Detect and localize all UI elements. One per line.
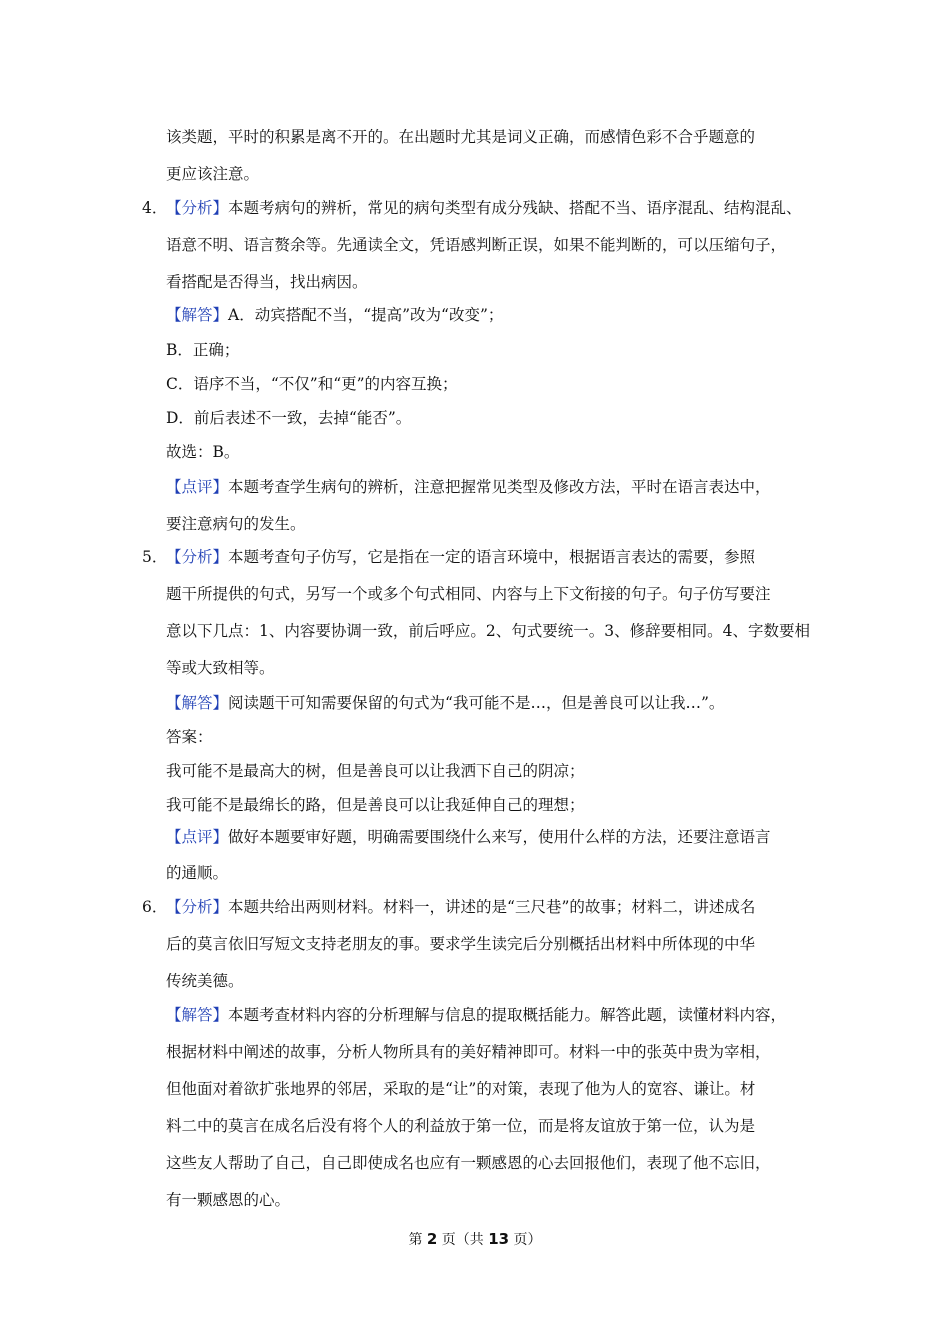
comment-text: 做好本题要审好题，明确需要围绕什么来写，使用什么样的方法，还要注意语言 bbox=[228, 828, 771, 846]
q5-analysis-line: 意以下几点：1、内容要协调一致，前后呼应。2、句式要统一。3、修辞要相同。4、字数要相 bbox=[166, 622, 810, 640]
question-number: 4． bbox=[142, 199, 168, 217]
total-pages: 13 bbox=[488, 1230, 510, 1248]
q5-answer-line: 我可能不是最高大的树，但是善良可以让我洒下自己的阴凉； bbox=[166, 762, 585, 780]
q5-comment-line: 的通顺。 bbox=[166, 864, 229, 882]
q4-answer-line: C．语序不当，“不仅”和“更”的内容互换； bbox=[166, 375, 458, 393]
answer-tag: 【解答】 bbox=[166, 306, 229, 324]
q6-answer-line: 根据材料中阐述的故事，分析人物所具有的美好精神即可。材料一中的张英中贵为宰相， bbox=[166, 1043, 771, 1061]
footer-middle: 页（共 bbox=[437, 1232, 489, 1248]
q6-analysis-line: 传统美德。 bbox=[166, 972, 244, 990]
q5-analysis-line: 等或大致相等。 bbox=[166, 659, 275, 677]
comment-text: 本题考查学生病句的辨析，注意把握常见类型及修改方法，平时在语言表达中， bbox=[228, 478, 771, 496]
q5-analysis-line bbox=[166, 546, 816, 568]
q5-answer-line: 我可能不是最绵长的路，但是善良可以让我延伸自己的理想； bbox=[166, 796, 585, 814]
q6-answer-line: 这些友人帮助了自己，自己即使成名也应有一颗感恩的心去回报他们，表现了他不忘旧， bbox=[166, 1154, 771, 1172]
q6-analysis-line: 后的莫言依旧写短文支持老朋友的事。要求学生读完后分别概括出材料中所体现的中华 bbox=[166, 935, 756, 953]
intro-line: 更应该注意。 bbox=[166, 165, 260, 183]
q4-answer-line: B．正确； bbox=[166, 341, 240, 359]
q4-answer-line: D．前后表述不一致，去掉“能否”。 bbox=[166, 409, 412, 427]
q4-analysis-line bbox=[166, 197, 816, 219]
q6-answer-line: 料二中的莫言在成名后没有将个人的利益放于第一位，而是将友谊放于第一位，认为是 bbox=[166, 1117, 756, 1135]
q4-comment-line: 要注意病句的发生。 bbox=[166, 515, 306, 533]
answer-text: 阅读题干可知需要保留的句式为“我可能不是…，但是善良可以让我…”。 bbox=[228, 694, 725, 712]
comment-tag: 【点评】 bbox=[166, 478, 229, 496]
page-number: 2 bbox=[426, 1230, 438, 1248]
analysis-tag: 【分析】 bbox=[166, 898, 229, 916]
q5-comment-line bbox=[166, 826, 816, 848]
analysis-tag: 【分析】 bbox=[166, 548, 229, 566]
answer-text: 本题考查材料内容的分析理解与信息的提取概括能力。解答此题，读懂材料内容， bbox=[228, 1006, 787, 1024]
q4-analysis-line: 语意不明、语言赘余等。先通读全文，凭语感判断正误，如果不能判断的，可以压缩句子， bbox=[166, 236, 787, 254]
intro-line: 该类题，平时的积累是离不开的。在出题时尤其是词义正确，而感情色彩不合乎题意的 bbox=[166, 128, 756, 146]
q4-comment-line bbox=[166, 476, 816, 498]
q5-answer-line bbox=[166, 692, 816, 714]
analysis-text: 本题考病句的辨析，常见的病句类型有成分残缺、搭配不当、语序混乱、结构混乱、 bbox=[228, 199, 802, 217]
analysis-tag: 【分析】 bbox=[166, 199, 229, 217]
footer-suffix: 页） bbox=[509, 1232, 542, 1248]
answer-text: A．动宾搭配不当，“提高”改为“改变”； bbox=[228, 306, 504, 324]
q6-answer-line: 但他面对着欲扩张地界的邻居，采取的是“让”的对策，表现了他为人的宽容、谦让。材 bbox=[166, 1080, 756, 1098]
analysis-text: 本题考查句子仿写，它是指在一定的语言环境中，根据语言表达的需要，参照 bbox=[228, 548, 756, 566]
page-footer bbox=[0, 1228, 950, 1251]
q4-analysis-line: 看搭配是否得当，找出病因。 bbox=[166, 273, 368, 291]
answer-tag: 【解答】 bbox=[166, 694, 229, 712]
q5-analysis-line: 题干所提供的句式，另写一个或多个句式相同、内容与上下文衔接的句子。句子仿写要注 bbox=[166, 585, 771, 603]
q5-answer-line: 答案： bbox=[166, 728, 213, 746]
q4-answer-line: 故选：B。 bbox=[166, 443, 240, 461]
question-number: 5． bbox=[142, 548, 168, 566]
q6-analysis-line bbox=[166, 896, 816, 918]
analysis-text: 本题共给出两则材料。材料一，讲述的是“三尺巷”的故事；材料二，讲述成名 bbox=[228, 898, 756, 916]
q6-answer-line: 有一颗感恩的心。 bbox=[166, 1191, 291, 1209]
question-number: 6． bbox=[142, 898, 168, 916]
answer-tag: 【解答】 bbox=[166, 1006, 229, 1024]
comment-tag: 【点评】 bbox=[166, 828, 229, 846]
footer-prefix: 第 bbox=[408, 1232, 427, 1248]
q6-answer-line bbox=[166, 1004, 816, 1026]
q4-answer-line bbox=[166, 304, 816, 326]
